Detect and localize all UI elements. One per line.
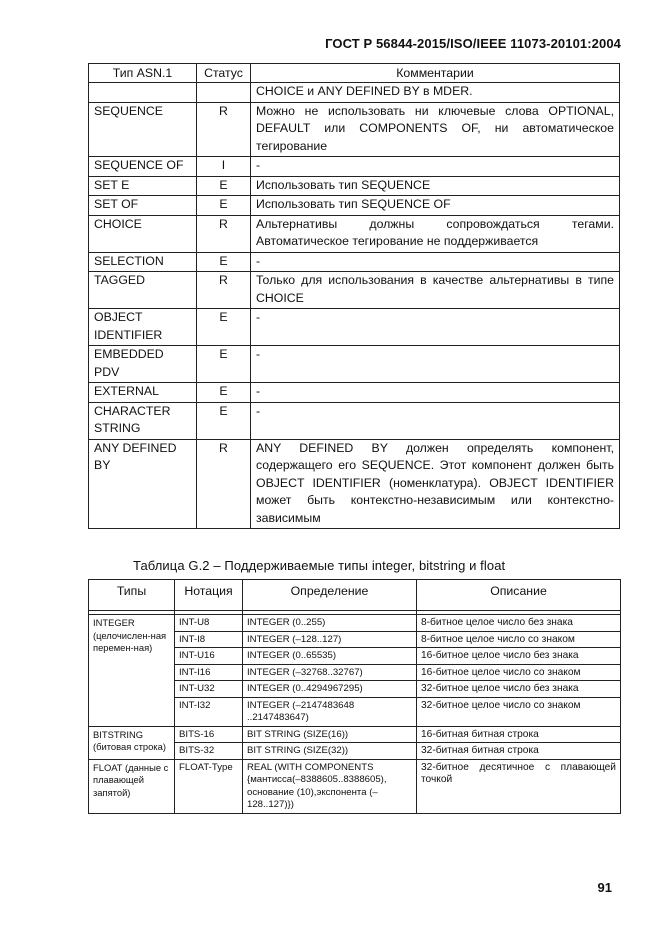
cell-definition: INTEGER (–2147483648 ..2147483647) (243, 697, 417, 726)
cell-description: 32-битная битная строка (417, 743, 621, 760)
table-header-row (89, 580, 621, 611)
document-code-header: ГОСТ Р 56844-2015/ISO/IEEE 11073-20101:2004 (325, 36, 621, 51)
column-header-types: Типы (89, 580, 175, 611)
cell-asn1-type: EMBEDDED PDV (89, 346, 197, 383)
cell-asn1-type: TAGGED (89, 272, 197, 309)
cell-notation: INT-U8 (175, 615, 243, 632)
column-header-comments: Комментарии (251, 64, 620, 83)
cell-description: 32-битное целое число без знака (417, 681, 621, 698)
cell-comment: - (251, 252, 620, 272)
column-header-description: Описание (417, 580, 621, 611)
cell-definition: INTEGER (0..4294967295) (243, 681, 417, 698)
cell-notation: FLOAT-Type (175, 759, 243, 813)
cell-notation: INT-U16 (175, 648, 243, 665)
table-row (89, 726, 621, 743)
cell-status: R (197, 215, 251, 252)
cell-asn1-type: SEQUENCE (89, 102, 197, 157)
table-row (89, 83, 620, 103)
cell-comment: Можно не использовать ни ключевые слова OPTIONAL, DEFAULT или COMPONENTS OF, ни автоматическое тегирование (251, 102, 620, 157)
cell-comment: - (251, 157, 620, 177)
cell-comment: Альтернативы должны сопровождаться тегами. Автоматическое тегирование не поддерживается (251, 215, 620, 252)
table-row (89, 346, 620, 383)
cell-type: BITSTRING (битовая строка) (89, 726, 175, 759)
table-row (89, 759, 621, 813)
page-number: 91 (597, 880, 612, 895)
cell-description: 32-битное целое число со знаком (417, 697, 621, 726)
cell-notation: BITS-32 (175, 743, 243, 760)
cell-comment: Использовать тип SEQUENCE (251, 176, 620, 196)
cell-definition: BIT STRING (SIZE(16)) (243, 726, 417, 743)
table-row (89, 383, 620, 403)
table-row (89, 215, 620, 252)
cell-asn1-type: SELECTION (89, 252, 197, 272)
cell-asn1-type: SEQUENCE OF (89, 157, 197, 177)
cell-definition: INTEGER (–32768..32767) (243, 664, 417, 681)
cell-notation: BITS-16 (175, 726, 243, 743)
cell-definition: BIT STRING (SIZE(32)) (243, 743, 417, 760)
table-row (89, 157, 620, 177)
cell-status: R (197, 439, 251, 529)
table-row (89, 272, 620, 309)
column-header-asn1-type: Тип ASN.1 (89, 64, 197, 83)
cell-asn1-type (89, 83, 197, 103)
cell-status: E (197, 176, 251, 196)
table-caption: Таблица G.2 – Поддерживаемые типы integer, bitstring и float (133, 558, 506, 573)
cell-notation: INT-I16 (175, 664, 243, 681)
cell-comment: - (251, 346, 620, 383)
table-row (89, 196, 620, 216)
cell-definition: INTEGER (–128..127) (243, 631, 417, 648)
cell-comment: - (251, 402, 620, 439)
cell-definition: REAL (WITH COMPONENTS {мантисса(–8388605..8388605), основание (10),экспонента (–128..127)}) (243, 759, 417, 813)
cell-asn1-type: EXTERNAL (89, 383, 197, 403)
column-header-notation: Нотация (175, 580, 243, 611)
cell-status: R (197, 102, 251, 157)
cell-description: 16-битная битная строка (417, 726, 621, 743)
table-header-row (89, 64, 620, 83)
table-row (89, 102, 620, 157)
table-row (89, 615, 621, 632)
cell-status: E (197, 402, 251, 439)
cell-comment: ANY DEFINED BY должен определять компонент, содержащего его SEQUENCE. Этот компонент должен быть OBJECT IDENTIFIER (номенклатура). OBJECT IDENTIFIER может быть контекстно-независимым или контекстно-зависимым (251, 439, 620, 529)
cell-description: 8-битное целое число без знака (417, 615, 621, 632)
cell-asn1-type: SET OF (89, 196, 197, 216)
cell-comment: - (251, 309, 620, 346)
cell-status: E (197, 252, 251, 272)
cell-status: E (197, 309, 251, 346)
cell-type: FLOAT (данные с плавающей запятой) (89, 759, 175, 813)
table-row (89, 439, 620, 529)
cell-asn1-type: CHOICE (89, 215, 197, 252)
cell-asn1-type: SET E (89, 176, 197, 196)
cell-description: 32-битное десятичное с плавающей точкой (417, 759, 621, 813)
cell-status: R (197, 272, 251, 309)
cell-comment: - (251, 383, 620, 403)
cell-asn1-type: ANY DEFINED BY (89, 439, 197, 529)
column-header-status: Статус (197, 64, 251, 83)
table-row (89, 309, 620, 346)
cell-description: 16-битное целое число со знаком (417, 664, 621, 681)
cell-comment: CHOICE и ANY DEFINED BY в MDER. (251, 83, 620, 103)
cell-notation: INT-I32 (175, 697, 243, 726)
cell-asn1-type: OBJECT IDENTIFIER (89, 309, 197, 346)
cell-status: E (197, 346, 251, 383)
cell-asn1-type: CHARACTER STRING (89, 402, 197, 439)
cell-description: 16-битное целое число без знака (417, 648, 621, 665)
cell-notation: INT-I8 (175, 631, 243, 648)
cell-status: E (197, 196, 251, 216)
cell-status (197, 83, 251, 103)
asn1-types-table (88, 63, 620, 529)
table-row (89, 252, 620, 272)
cell-description: 8-битное целое число со знаком (417, 631, 621, 648)
cell-comment: Использовать тип SEQUENCE OF (251, 196, 620, 216)
cell-definition: INTEGER (0..65535) (243, 648, 417, 665)
cell-comment: Только для использования в качестве альтернативы в типе CHOICE (251, 272, 620, 309)
cell-type: INTEGER (целочислен-ная перемен-ная) (89, 615, 175, 727)
column-header-definition: Определение (243, 580, 417, 611)
table-row (89, 402, 620, 439)
cell-notation: INT-U32 (175, 681, 243, 698)
cell-definition: INTEGER (0..255) (243, 615, 417, 632)
table-row (89, 176, 620, 196)
supported-types-table (88, 579, 621, 814)
cell-status: E (197, 383, 251, 403)
cell-status: I (197, 157, 251, 177)
